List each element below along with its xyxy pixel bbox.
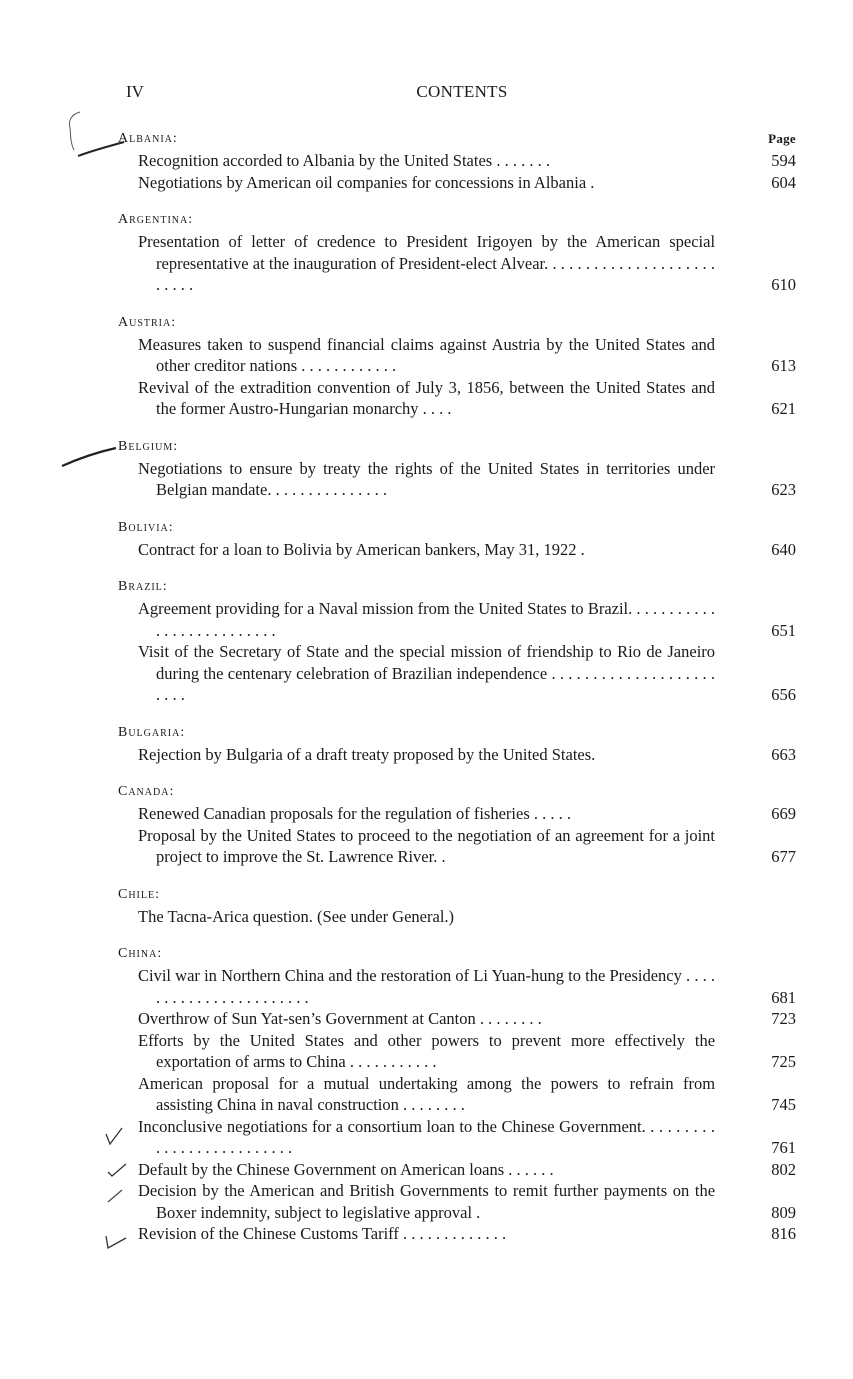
toc-entry xyxy=(118,539,802,561)
toc-entry xyxy=(118,1008,802,1030)
entry-page-number: 651 xyxy=(771,620,796,640)
entry-page-number: 640 xyxy=(771,539,796,559)
toc-entry xyxy=(118,1159,802,1181)
entry-title: Contract for a loan to Bolivia by American bankers, May 31, 1922 . xyxy=(138,539,585,559)
entry-page-number: 669 xyxy=(771,804,796,823)
toc-entry xyxy=(118,744,802,766)
entry-title: Revision of the Chinese Customs Tariff . . . . . . . . . . . . . xyxy=(138,1224,507,1243)
entry-title: Measures taken to suspend financial claims against Austria by the United States and other creditor nations . . . . . . . . . . . . xyxy=(138,334,716,375)
toc-entry xyxy=(118,598,802,641)
entry-title: American proposal for a mutual undertaking among the powers to refrain from assisting China in naval construction . . . . . . . . xyxy=(138,1073,716,1114)
toc-entry xyxy=(118,1116,802,1159)
running-title: CONTENTS xyxy=(416,82,508,101)
section-heading: Albania: xyxy=(118,131,178,146)
check-mark-icon xyxy=(106,1162,128,1178)
entry-title: Negotiations to ensure by treaty the rights of the United States in territories under Belgian mandate. . . . . . . . . . . . . . . xyxy=(138,458,716,499)
entry-page-number: 613 xyxy=(771,356,796,375)
entry-title: Agreement providing for a Naval mission from the United States to Brazil. . . . . . . . . . . . . . . . . . . . . . . . . . xyxy=(138,599,716,640)
entry-title: The Tacna-Arica question. (See under General.) xyxy=(138,906,455,926)
toc-entry xyxy=(118,906,802,928)
entry-page-number: 621 xyxy=(771,399,796,418)
toc-section xyxy=(118,722,802,766)
toc-entry xyxy=(118,1223,802,1245)
toc-section xyxy=(118,312,802,420)
toc-entry xyxy=(118,172,802,194)
toc-entry xyxy=(118,231,802,296)
entry-title: Negotiations by American oil companies for concessions in Albania . xyxy=(138,172,595,192)
pencil-stroke-mark xyxy=(60,446,120,470)
section-heading: Argentina: xyxy=(118,212,194,227)
toc-entry xyxy=(118,1030,802,1073)
entry-title: Overthrow of Sun Yat-sen’s Government at Canton . . . . . . . . xyxy=(138,1009,542,1028)
section-heading: Austria: xyxy=(118,314,177,330)
entry-page-number: 677 xyxy=(771,847,796,866)
pencil-bracket-mark xyxy=(58,106,128,166)
toc-section xyxy=(118,517,802,561)
section-heading: China: xyxy=(118,946,163,961)
entry-title: Decision by the American and British Governments to remit further payments on the Boxer indemnity, subject to legislative approval . xyxy=(138,1181,716,1222)
toc-entry xyxy=(118,965,802,1008)
entry-page-number: 745 xyxy=(771,1095,796,1114)
toc-entry xyxy=(118,377,802,420)
entry-page-number: 761 xyxy=(771,1138,796,1157)
toc-entry xyxy=(118,1180,802,1223)
toc-section xyxy=(118,209,802,296)
table-of-contents xyxy=(118,128,802,1261)
toc-section xyxy=(118,781,802,868)
entry-page-number: 802 xyxy=(771,1159,796,1179)
entry-page-number: 656 xyxy=(771,685,796,704)
entry-title: Visit of the Secretary of State and the special mission of friendship to Rio de Janeiro during the centenary celebration of Brazilian independence . . . . . . . . . . . . . . . . . . . . . . . . xyxy=(138,642,716,704)
toc-entry xyxy=(118,1073,802,1116)
entry-page-number: 816 xyxy=(771,1224,796,1243)
toc-entry xyxy=(118,803,802,825)
entry-title: Renewed Canadian proposals for the regulation of fisheries . . . . . xyxy=(138,804,572,823)
entry-title: Inconclusive negotiations for a consortium loan to the Chinese Government. . . . . . . . . . . . . . . . . . . . . . . . . . xyxy=(138,1116,716,1157)
entry-title: Proposal by the United States to proceed to the negotiation of an agreement for a joint project to improve the St. Lawrence River. . xyxy=(138,825,716,866)
toc-section xyxy=(118,884,802,928)
section-heading: Chile: xyxy=(118,886,160,902)
section-heading: Brazil: xyxy=(118,579,168,594)
section-heading: Bolivia: xyxy=(118,519,174,535)
page-header xyxy=(124,82,800,106)
check-mark-icon xyxy=(102,1230,128,1252)
entry-page-number: 723 xyxy=(771,1009,796,1028)
toc-entry xyxy=(118,334,802,377)
toc-entry xyxy=(118,458,802,501)
entry-page-number: 604 xyxy=(771,172,796,192)
page-column-label: Page xyxy=(768,131,796,146)
entry-title: Rejection by Bulgaria of a draft treaty proposed by the United States. xyxy=(138,744,596,764)
toc-section xyxy=(118,943,802,1245)
toc-entry xyxy=(118,150,802,172)
entry-title: Recognition accorded to Albania by the United States . . . . . . . xyxy=(138,151,550,170)
entry-title: Efforts by the United States and other powers to prevent more effectively the exportation of arms to China . . . . . . . . . . . xyxy=(138,1030,716,1071)
entry-title: Revival of the extradition convention of July 3, 1856, between the United States and the former Austro-Hungarian monarchy . . . . xyxy=(138,377,716,418)
entry-page-number: 623 xyxy=(771,480,796,499)
entry-page-number: 725 xyxy=(771,1052,796,1071)
section-heading: Belgium: xyxy=(118,438,179,454)
entry-page-number: 681 xyxy=(771,987,796,1007)
section-heading: Canada: xyxy=(118,784,175,799)
toc-entry xyxy=(118,825,802,868)
entry-page-number: 610 xyxy=(771,275,796,294)
entry-title: Civil war in Northern China and the restoration of Li Yuan-hung to the Presidency . . . . . . . . . . . . . . . . . . . . . . . xyxy=(138,966,716,1007)
entry-title: Presentation of letter of credence to President Irigoyen by the American special representative at the inauguration of President-elect Alvear. . . . . . . . . . . . . . . . . . . . . . . . . . xyxy=(138,232,716,294)
toc-section xyxy=(118,128,802,193)
entry-page-number: 594 xyxy=(771,151,796,170)
entry-title: Default by the Chinese Government on American loans . . . . . . xyxy=(138,1159,554,1179)
toc-entry xyxy=(118,641,802,706)
page-folio: IV xyxy=(126,82,144,101)
entry-page-number: 663 xyxy=(771,744,796,764)
toc-section xyxy=(118,576,802,706)
pencil-tick-icon xyxy=(106,1188,124,1204)
section-heading: Bulgaria: xyxy=(118,724,186,740)
check-mark-icon xyxy=(102,1126,126,1148)
toc-section xyxy=(118,436,802,501)
entry-page-number: 809 xyxy=(771,1202,796,1222)
